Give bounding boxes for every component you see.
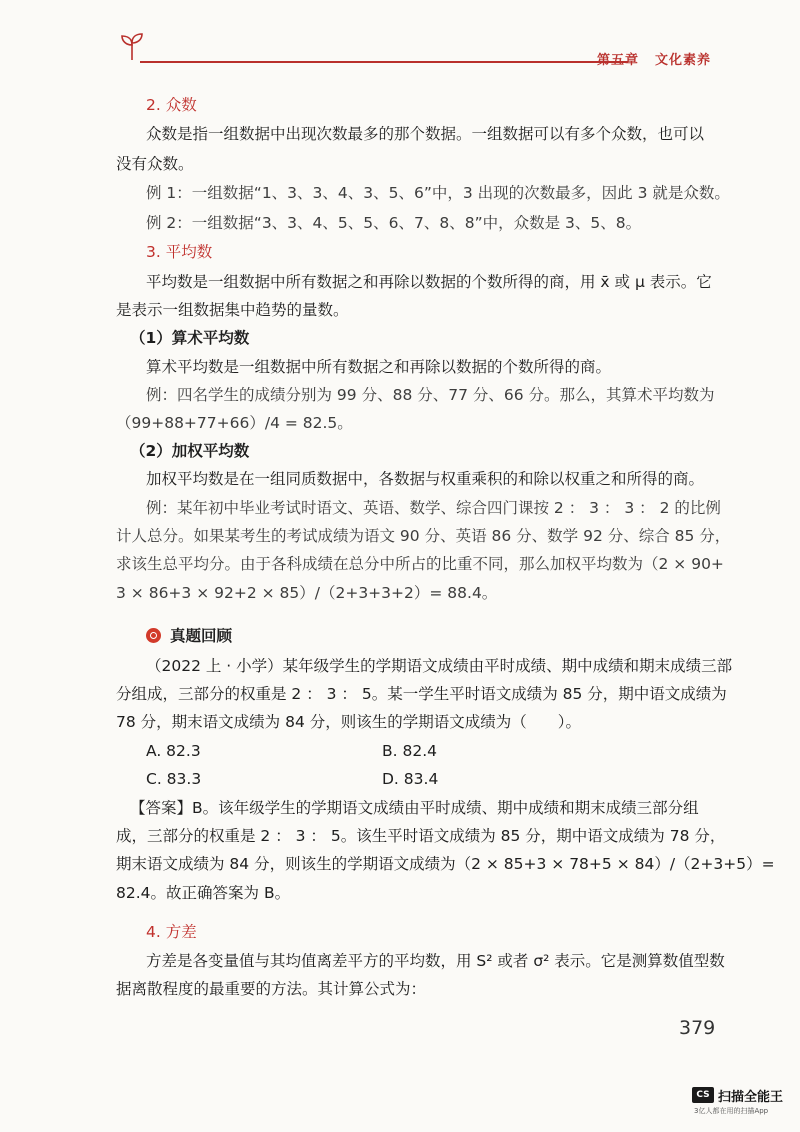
option-d: D. 83.4 <box>382 770 439 788</box>
page-header <box>0 0 800 90</box>
section-mode-heading: 2. 众数 <box>146 96 197 114</box>
arithmetic-mean-definition: 算术平均数是一组数据中所有数据之和再除以数据的个数所得的商。 <box>146 358 612 376</box>
section-variance-heading: 4. 方差 <box>146 923 197 941</box>
option-b: B. 82.4 <box>382 742 437 760</box>
weighted-mean-heading: （2）加权平均数 <box>130 442 250 460</box>
header-rule <box>140 61 628 63</box>
variance-definition-line1: 方差是各变量值与其均值离差平方的平均数，用 S² 或者 σ² 表示。它是测算数值型数 <box>146 952 725 970</box>
sprout-icon <box>116 30 148 62</box>
chapter-heading <box>597 49 711 68</box>
chapter-title: 文化素养 <box>655 53 712 68</box>
mean-definition-line2: 是表示一组数据集中趋势的量数。 <box>116 301 349 319</box>
mode-example-2: 例 2：一组数据“3、3、4、5、5、6、7、8、8”中，众数是 3、5、8。 <box>146 214 642 232</box>
mode-definition-line1: 众数是指一组数据中出现次数最多的那个数据。一组数据可以有多个众数，也可以 <box>146 125 705 143</box>
mode-example-1: 例 1：一组数据“1、3、3、4、3、5、6”中，3 出现的次数最多，因此 3 就是众数。 <box>146 184 730 202</box>
option-c: C. 83.3 <box>146 770 202 788</box>
review-question-line3: 78 分，期末语文成绩为 84 分，则该生的学期语文成绩为（ ）。 <box>116 713 581 731</box>
arithmetic-mean-example-line1: 例：四名学生的成绩分别为 99 分、88 分、77 分、66 分。那么，其算术平均数为 <box>146 386 715 404</box>
watermark-subtitle: 3亿人都在用的扫描App <box>694 1107 769 1115</box>
variance-definition-line2: 据离散程度的最重要的方法。其计算公式为： <box>116 980 427 998</box>
weighted-mean-example-line1: 例：某年初中毕业考试时语文、英语、数学、综合四门课按 2 ： 3 ： 3 ： 2 的比例 <box>146 499 721 517</box>
weighted-mean-example-line4: 3 × 86+3 × 92+2 × 85）/（2+3+3+2）= 88.4。 <box>116 584 498 602</box>
mode-definition-line2: 没有众数。 <box>116 155 194 173</box>
review-question-line1: （2022 上 · 小学）某年级学生的学期语文成绩由平时成绩、期中成绩和期末成绩三部 <box>146 657 733 675</box>
answer-line1: 【答案】B。该年级学生的学期语文成绩由平时成绩、期中成绩和期末成绩三部分组 <box>130 799 699 817</box>
arithmetic-mean-heading: （1）算术平均数 <box>130 329 250 347</box>
chapter-number: 第五章 <box>597 53 640 68</box>
option-a: A. 82.3 <box>146 742 201 760</box>
weighted-mean-example-line2: 计人总分。如果某考生的考试成绩为语文 90 分、英语 86 分、数学 92 分、综合 85 分， <box>116 527 731 545</box>
weighted-mean-definition: 加权平均数是在一组同质数据中，各数据与权重乘积的和除以权重之和所得的商。 <box>146 470 705 488</box>
mean-definition-line1: 平均数是一组数据中所有数据之和再除以数据的个数所得的商，用 x̄ 或 μ 表示。它 <box>146 273 712 291</box>
answer-line2: 成，三部分的权重是 2 ： 3 ： 5。该生平时语文成绩为 85 分，期中语文成绩为 78 分， <box>116 827 726 845</box>
watermark-logo: CS <box>692 1087 714 1103</box>
watermark-name: 扫描全能王 <box>718 1090 784 1105</box>
review-title: 真题回顾 <box>170 627 233 645</box>
section-mean-heading: 3. 平均数 <box>146 243 213 261</box>
arithmetic-mean-example-line2: （99+88+77+66）/4 = 82.5。 <box>116 414 353 432</box>
answer-line4: 82.4。故正确答案为 B。 <box>116 884 291 902</box>
review-question-line2: 分组成，三部分的权重是 2 ： 3 ： 5。某一学生平时语文成绩为 85 分，期中语文成绩为 <box>116 685 727 703</box>
review-badge-icon <box>146 628 161 643</box>
weighted-mean-example-line3: 求该生总平均分。由于各科成绩在总分中所占的比重不同，那么加权平均数为（2 × 90+ <box>116 555 724 573</box>
answer-line3: 期末语文成绩为 84 分，则该生的学期语文成绩为（2 × 85+3 × 78+5 × 84）/（2+3+5）= <box>116 855 775 873</box>
page-number: 379 <box>679 1017 716 1039</box>
